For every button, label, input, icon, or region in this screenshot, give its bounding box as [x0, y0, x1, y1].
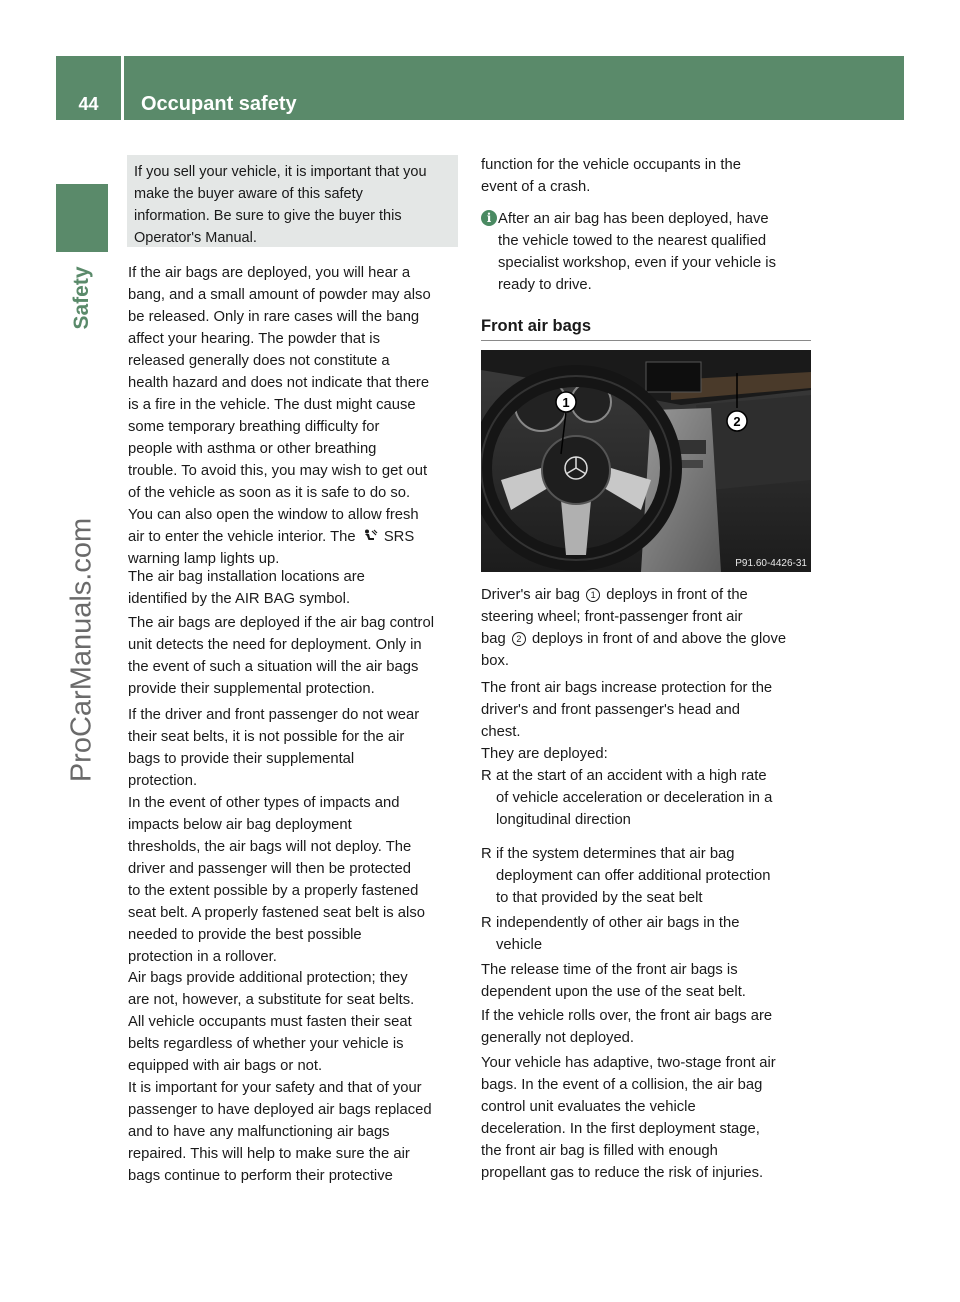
chapter-tab-label: Safety: [70, 266, 93, 330]
paragraph-protection: The front air bags increase protection for the driver's and front passenger's head and chest.: [481, 680, 773, 740]
info-icon: i: [481, 210, 497, 226]
srs-warning-lamp-icon: [362, 529, 378, 543]
paragraph-installation: The air bag installation locations are identified by the AIR BAG symbol.: [128, 569, 365, 607]
paragraph-deployment: The air bags are deployed if the air bag control unit detects the need for deployment. Only in the event of such a situation will the air bags provide their supplemental protection.: [128, 615, 434, 697]
paragraph-deployed-lead: They are deployed:: [481, 746, 608, 762]
callout-1-marker: 1: [586, 588, 600, 602]
callout-2-marker: 2: [512, 632, 526, 646]
callout-2-label: 2: [733, 414, 741, 429]
section-heading: Front air bags: [481, 317, 592, 335]
paragraph-impacts: In the event of other types of impacts and impacts below air bag deployment thresholds, the air bags will not deploy. The driver and passenger will then be protected to the extent possible by a properly fastened seat belt. A properly fastened seat belt is also needed to provide the best possible protection in a rollover.: [128, 795, 425, 965]
paragraph-release-time: The release time of the front air bags is dependent upon the use of the seat belt.: [481, 962, 746, 1000]
note-box: [127, 155, 458, 247]
callout-1-label: 1: [562, 395, 570, 410]
page-number: 44: [56, 56, 124, 120]
watermark: ProCarManuals.com: [65, 517, 98, 783]
heading-rule: [481, 340, 811, 341]
page-header: [56, 56, 904, 120]
info-note: After an air bag has been deployed, have the vehicle towed to the nearest qualified specialist workshop, even if your vehicle is ready to drive.: [498, 211, 776, 293]
paragraph-two-stage: Your vehicle has adaptive, two-stage front air bags. In the event of a collision, the air bag control unit evaluates the vehicle deceleration. In the first deployment stage, the front air bag is filled with enough propellant gas to reduce the risk of injuries.: [481, 1055, 776, 1181]
paragraph-rollover: If the vehicle rolls over, the front air bags are generally not deployed.: [481, 1008, 773, 1046]
photo-code: P91.60-4426-31: [735, 558, 807, 569]
bullet-marker: R: [481, 846, 492, 862]
paragraph-additional: Air bags provide additional protection; they are not, however, a substitute for seat belts. All vehicle occupants must fasten their seat belts regardless of whether your vehicle is equipped with air bags or not.: [128, 970, 415, 1074]
paragraph-seat-belts: If the driver and front passenger do not wear their seat belts, it is not possible for the air bags to provide their supplemental protection.: [128, 707, 420, 789]
front-airbag-photo: [481, 350, 811, 572]
cockpit-illustration: [481, 350, 811, 572]
paragraph-continuation: function for the vehicle occupants in the event of a crash.: [481, 157, 741, 195]
bullet-marker: R: [481, 915, 492, 931]
paragraph-powder: If the air bags are deployed, you will hear a bang, and a small amount of powder may also be released. Only in rare cases will the bang affect your hearing. The powder that is released generally does not constitute a health hazard and does not indicate that there is a fire in the vehicle. The dust might cause some temporary breathing difficulty for people with asthma or other breathing trouble. To avoid this, you may wish to get out of the vehicle as soon as it is safe to do so. You can also open the window to allow fresh air to enter the vehicle interior. The SRS warning lamp lights up.: [128, 265, 431, 567]
chapter-tab-marker: [56, 184, 108, 252]
section-title: Occupant safety: [141, 93, 297, 115]
note-text: If you sell your vehicle, it is important that you make the buyer aware of this safety information. Be sure to give the buyer this Operator's Manual.: [134, 164, 427, 246]
paragraph-replace: It is important for your safety and that of your passenger to have deployed air bags replaced and to have any malfunctioning air bags repaired. This will help to make sure the air bags continue to perform their protective: [128, 1080, 432, 1184]
photo-caption: Driver's air bag 1 deploys in front of the steering wheel; front-passenger front air bag 2 deploys in front of and above the glove box.: [481, 587, 787, 669]
bullet-marker: R: [481, 768, 492, 784]
